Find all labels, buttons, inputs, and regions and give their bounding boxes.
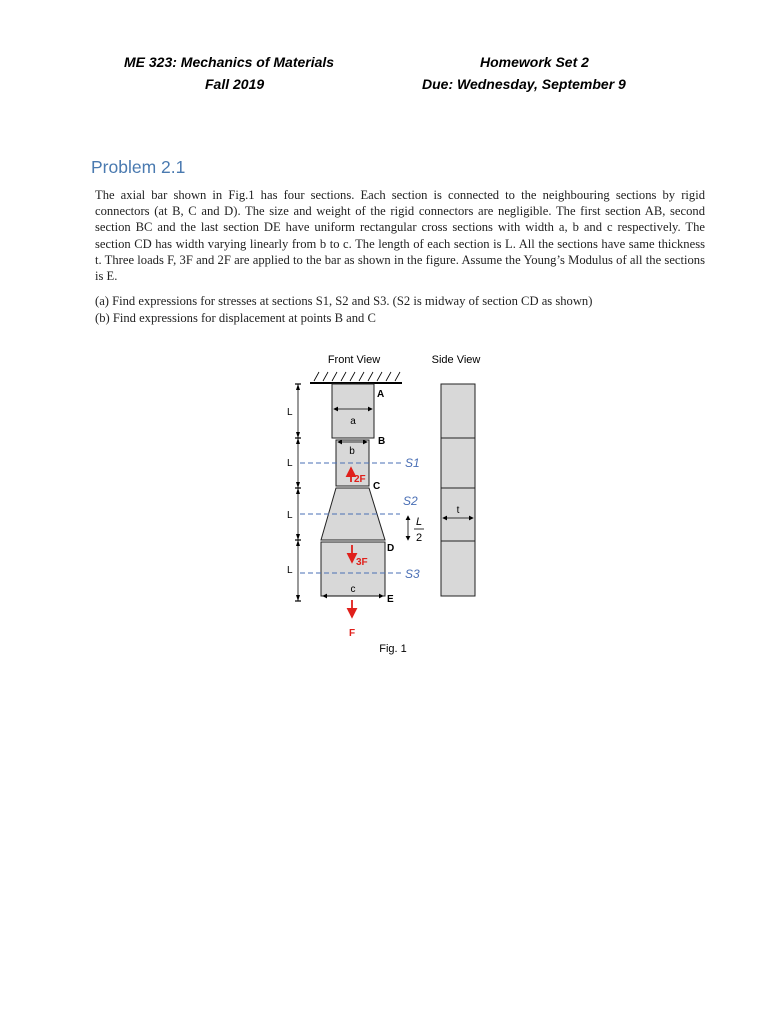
section-label-s2: S2	[403, 494, 418, 508]
front-view-label: Front View	[327, 354, 381, 366]
due-date: Due: Wednesday, September 9	[422, 76, 626, 92]
point-b-label: B	[378, 436, 386, 447]
point-c-label: C	[373, 481, 381, 492]
load-3f-label: 3F	[356, 557, 368, 568]
svg-text:2: 2	[415, 532, 423, 544]
length-label-de: L	[287, 565, 293, 576]
svg-text:a: a	[350, 416, 356, 427]
fixed-support	[310, 372, 402, 383]
length-label-ab: L	[287, 407, 293, 418]
length-label-cd: L	[287, 510, 293, 521]
length-label-bc: L	[287, 458, 293, 469]
side-view-label: Side View	[431, 354, 481, 366]
point-a-label: A	[377, 389, 385, 400]
svg-text:c: c	[350, 584, 356, 595]
section-ab	[332, 384, 374, 438]
course-title: ME 323: Mechanics of Materials	[124, 54, 335, 70]
section-label-s1: S1	[405, 456, 420, 470]
problem-description: The axial bar shown in Fig.1 has four sections. Each section is connected to the neighbouring sections by rigid connectors (at B, C and D). The size and weight of the rigid connectors are negligible. The first section AB, second section BC and the last section DE have uniform rectangular cross sections with width a, b and c respectively. The section CD has width varying linearly from b to c. The length of each section is L. All the sections have same thickness t. Three loads F, 3F and 2F are applied to the bar as shown in the figure. Assume the Young’s Modulus of all the sections is E.	[95, 188, 705, 284]
question-a: (a) Find expressions for stresses at sections S1, S2 and S3. (S2 is midway of section CD as shown)	[95, 294, 593, 308]
side-view	[441, 384, 475, 596]
load-f-arrow	[349, 600, 355, 639]
load-f-label: F	[348, 628, 356, 639]
homework-set: Homework Set 2	[480, 54, 589, 70]
term: Fall 2019	[205, 76, 265, 92]
point-e-label: E	[387, 594, 394, 605]
point-d-label: D	[387, 543, 395, 554]
figure-caption: Fig. 1	[379, 643, 407, 655]
svg-text:b: b	[349, 446, 355, 457]
problem-title: Problem 2.1	[91, 157, 186, 177]
load-2f-label: 2F	[354, 474, 366, 485]
length-dimensions	[295, 384, 301, 601]
half-length-dimension	[408, 516, 424, 544]
svg-text:L: L	[415, 516, 423, 528]
thickness-label: t	[456, 505, 460, 516]
question-b: (b) Find expressions for displacement at points B and C	[95, 311, 376, 325]
section-label-s3: S3	[405, 567, 420, 581]
